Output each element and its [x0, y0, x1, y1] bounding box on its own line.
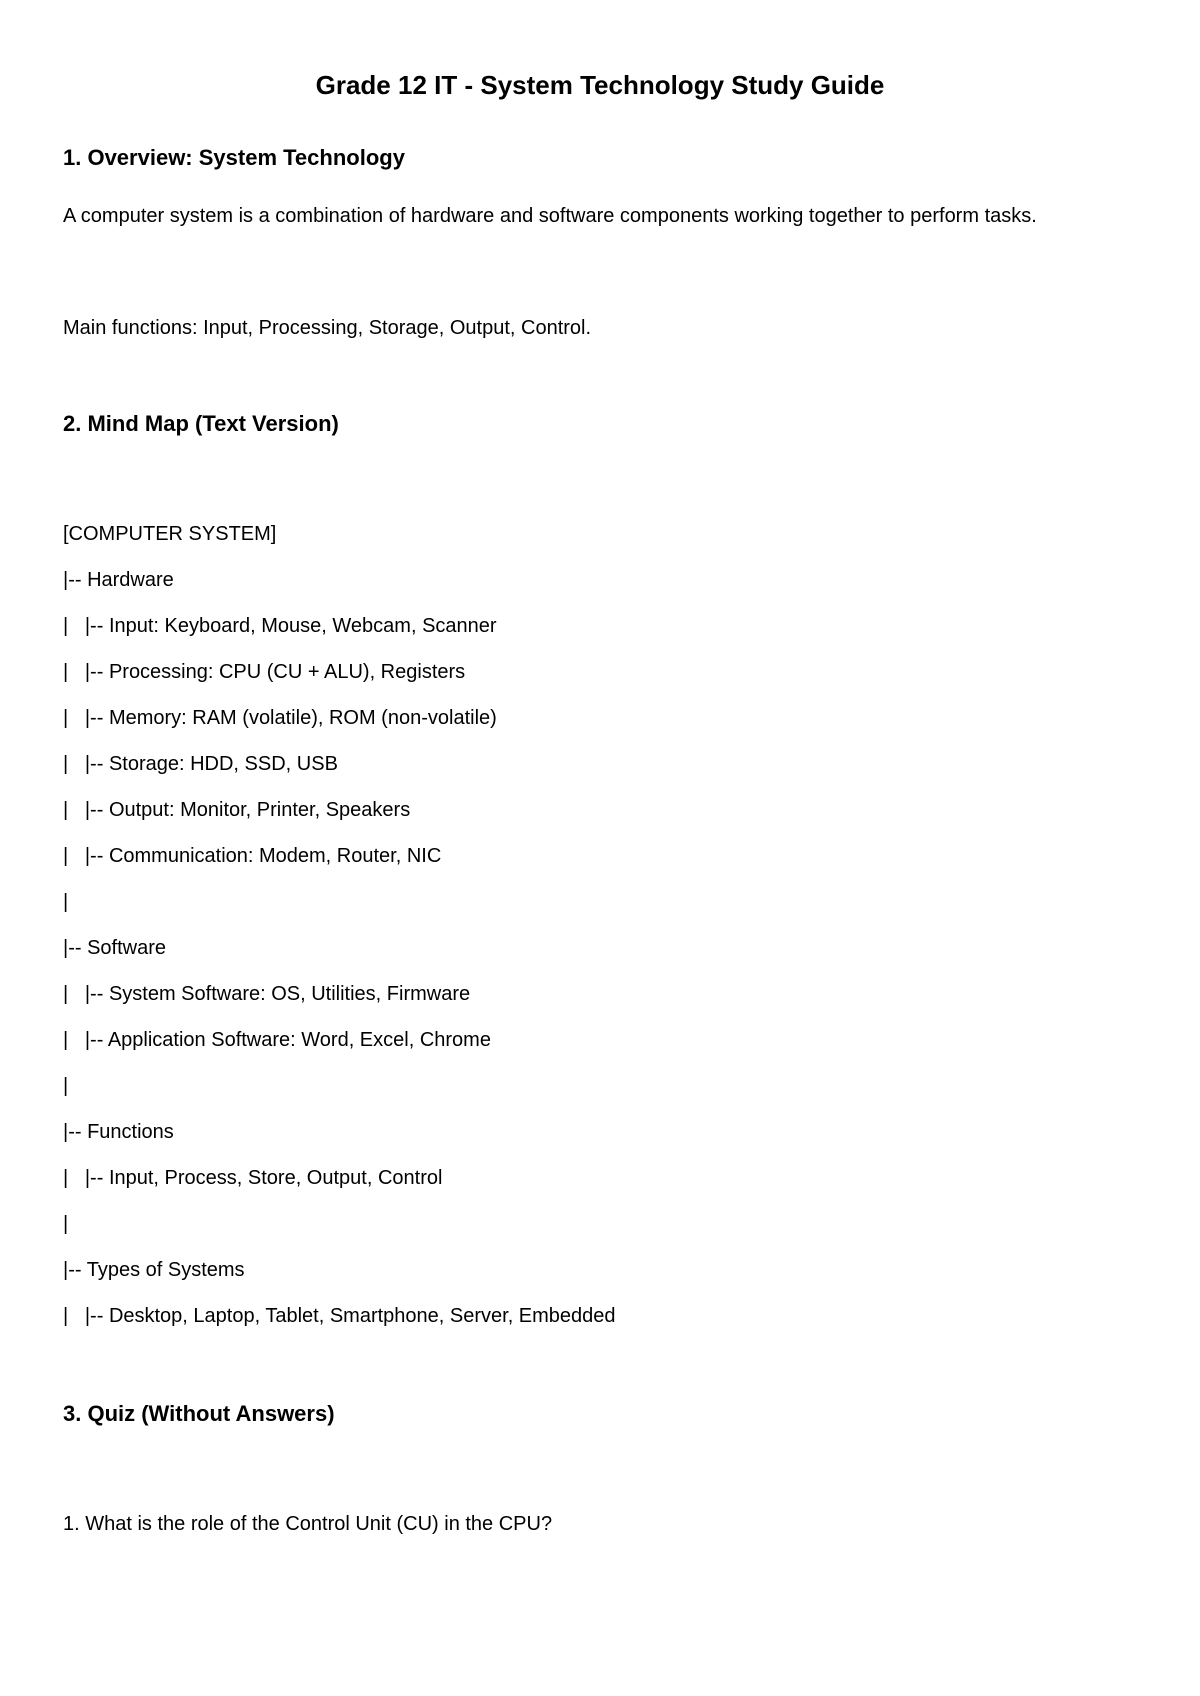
- document-title: Grade 12 IT - System Technology Study Guide: [315, 70, 885, 100]
- section-heading-mind-map: 2. Mind Map (Text Version): [63, 411, 339, 436]
- mind-map-line: [COMPUTER SYSTEM]: [63, 523, 277, 545]
- mind-map-line: | |-- Memory: RAM (volatile), ROM (non-volatile): [63, 707, 497, 729]
- mind-map-line: |: [63, 891, 69, 913]
- mind-map-line: | |-- Input, Process, Store, Output, Control: [63, 1167, 443, 1189]
- mind-map-line: |-- Hardware: [63, 569, 174, 591]
- mind-map-line: | |-- Communication: Modem, Router, NIC: [63, 845, 442, 867]
- overview-paragraph: A computer system is a combination of hardware and software components working together to perform tasks.: [63, 205, 1037, 227]
- mind-map-line: |-- Functions: [63, 1121, 174, 1143]
- mind-map-line: |-- Software: [63, 937, 166, 959]
- mind-map-line: | |-- Storage: HDD, SSD, USB: [63, 753, 338, 775]
- mind-map-line: | |-- Input: Keyboard, Mouse, Webcam, Scanner: [63, 615, 497, 637]
- mind-map-line: |-- Types of Systems: [63, 1259, 245, 1281]
- quiz-question: 1. What is the role of the Control Unit (CU) in the CPU?: [63, 1513, 553, 1535]
- mind-map-line: | |-- Output: Monitor, Printer, Speakers: [63, 799, 411, 821]
- mind-map-line: |: [63, 1075, 69, 1097]
- section-heading-overview: 1. Overview: System Technology: [63, 145, 405, 170]
- mind-map-line: |: [63, 1213, 69, 1235]
- main-functions-line: Main functions: Input, Processing, Storage, Output, Control.: [63, 317, 592, 339]
- section-heading-quiz: 3. Quiz (Without Answers): [63, 1401, 335, 1426]
- mind-map-line: | |-- Application Software: Word, Excel, Chrome: [63, 1029, 491, 1051]
- mind-map-line: | |-- System Software: OS, Utilities, Firmware: [63, 983, 471, 1005]
- mind-map-line: | |-- Processing: CPU (CU + ALU), Registers: [63, 661, 466, 683]
- mind-map-line: | |-- Desktop, Laptop, Tablet, Smartphone, Server, Embedded: [63, 1305, 616, 1327]
